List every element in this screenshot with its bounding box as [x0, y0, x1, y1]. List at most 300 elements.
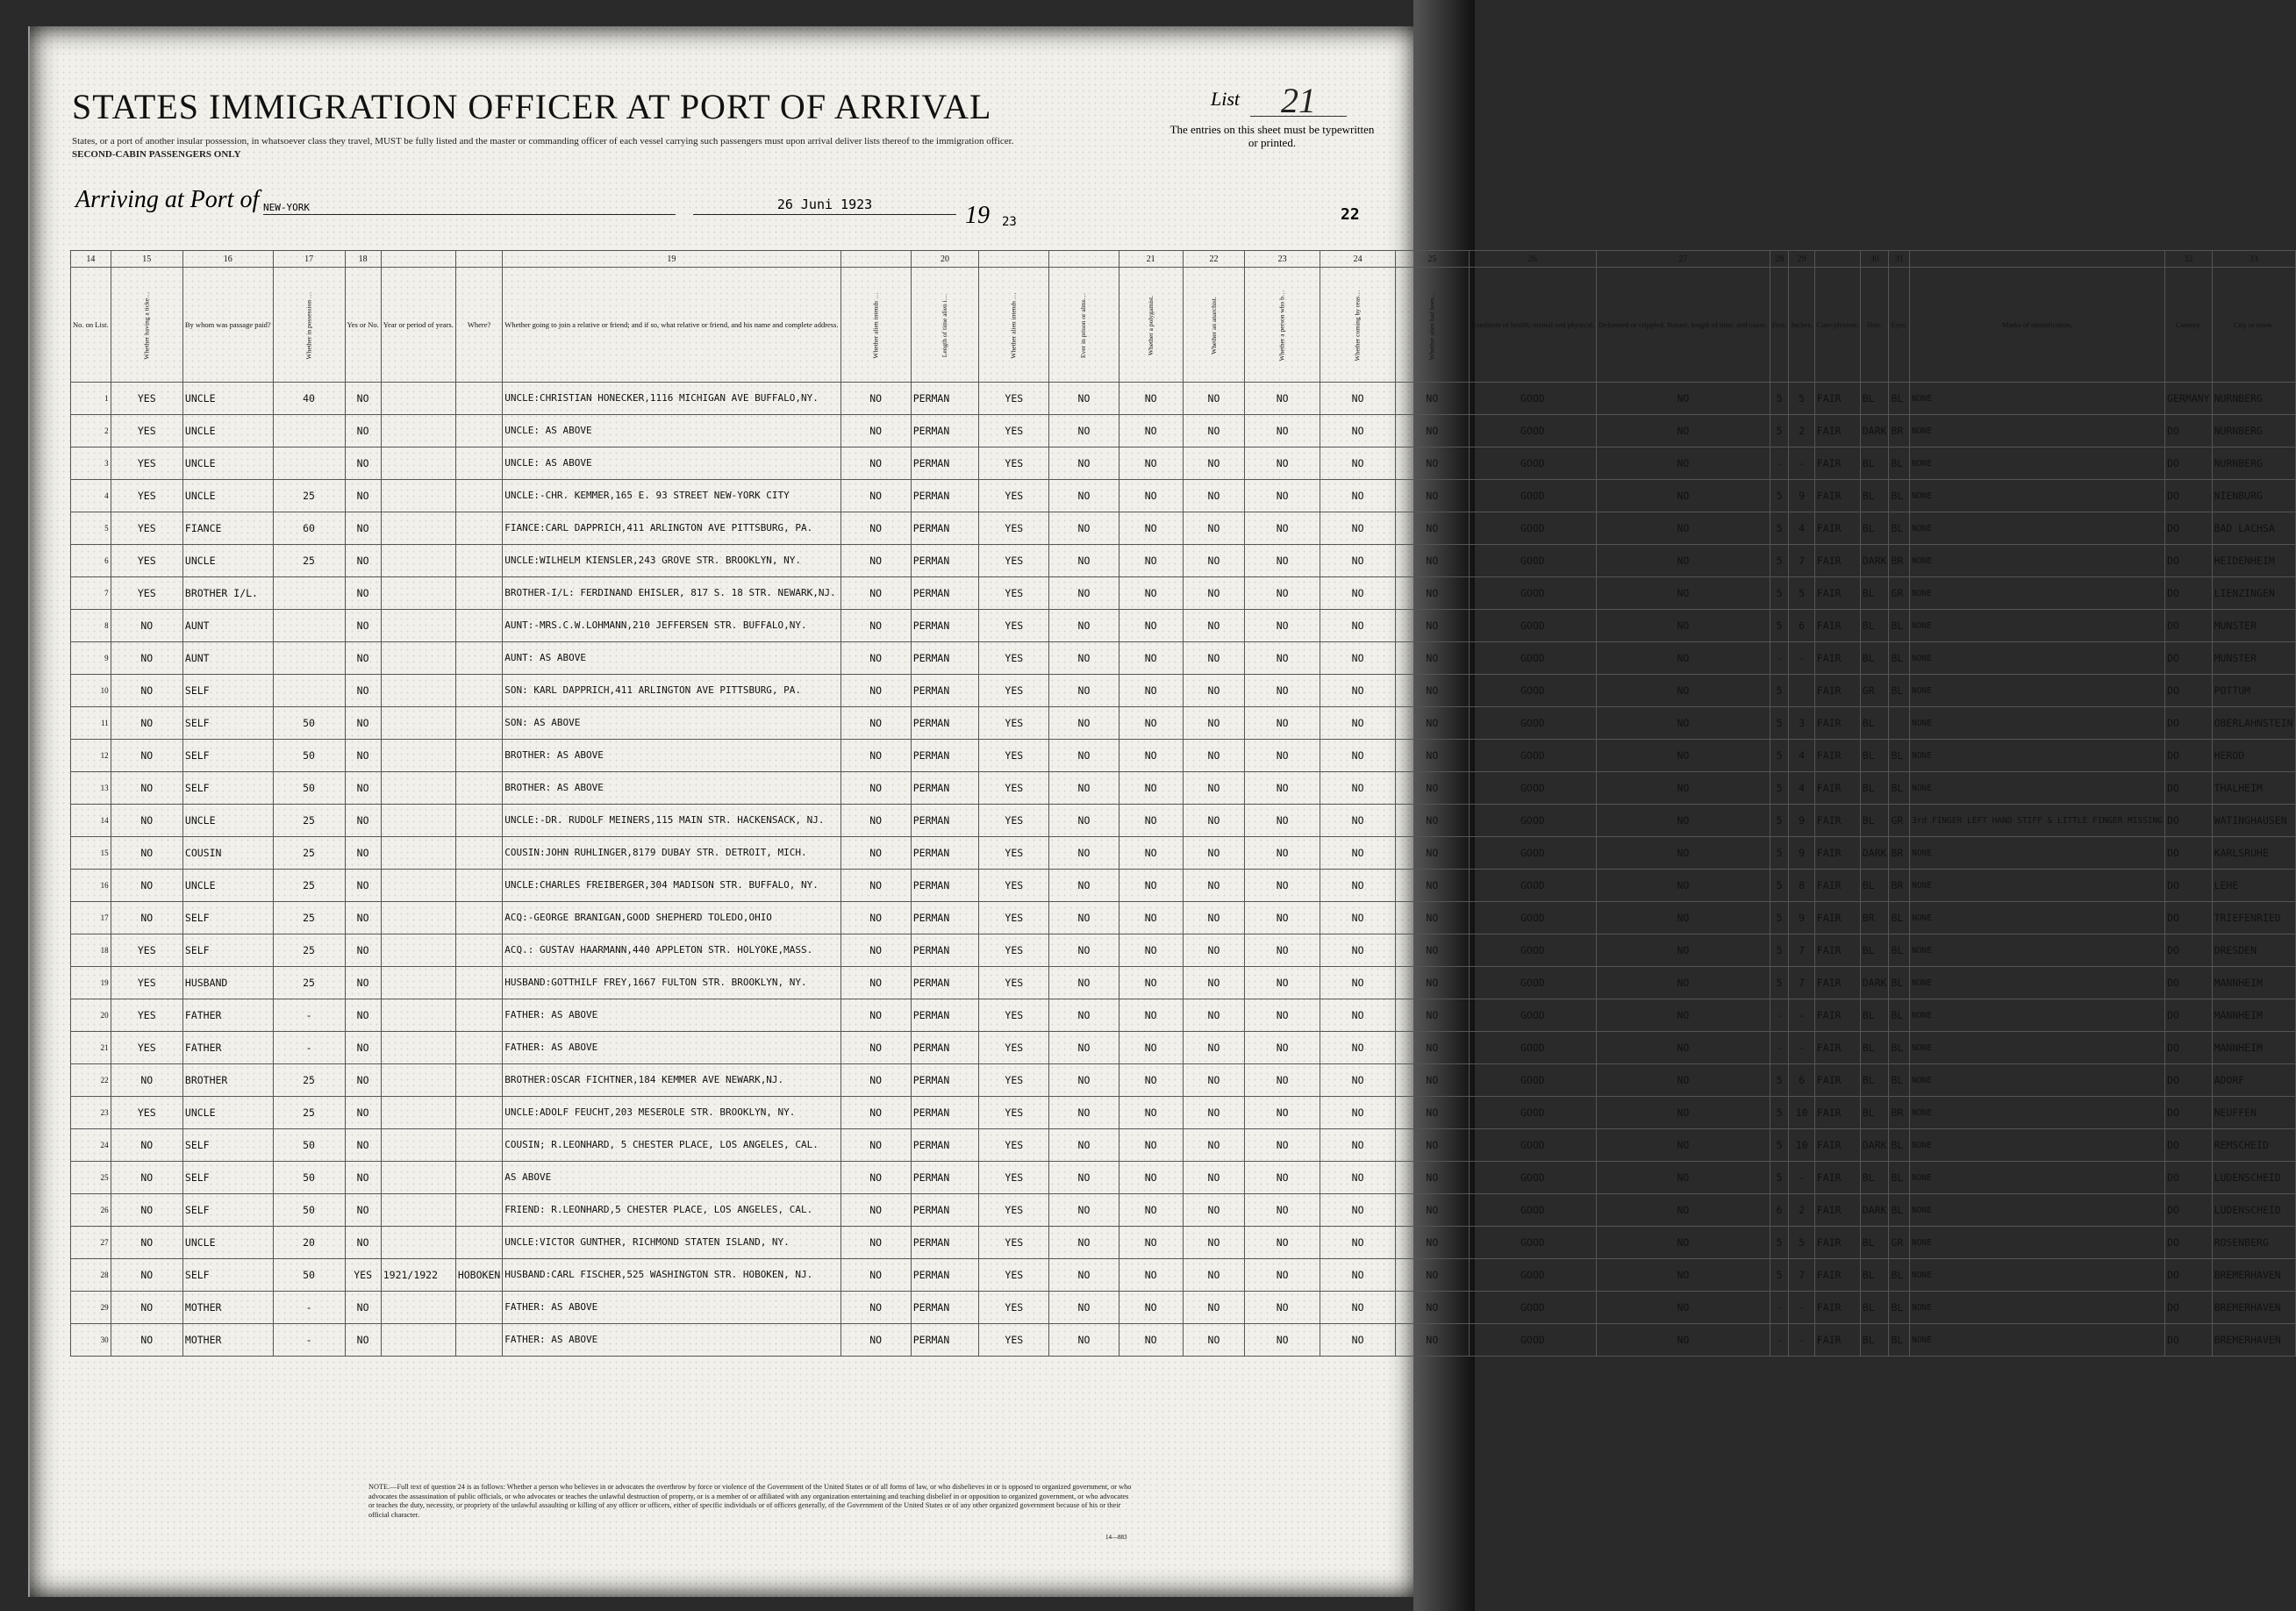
- manifest-cell: NO: [1597, 1324, 1770, 1357]
- manifest-cell: [455, 837, 502, 870]
- manifest-cell: NO: [1396, 610, 1470, 642]
- manifest-cell: NO: [345, 1324, 381, 1357]
- manifest-cell: UNCLE: [182, 870, 273, 902]
- manifest-cell: AUNT: [182, 642, 273, 675]
- identification-marks: NONE: [1910, 1194, 2165, 1227]
- row-number: 7: [71, 577, 111, 610]
- relative-address: FATHER: AS ABOVE: [503, 1292, 840, 1324]
- column-number: 22: [1183, 251, 1245, 268]
- manifest-cell: BL: [1860, 1097, 1889, 1129]
- manifest-cell: NO: [1049, 642, 1119, 675]
- manifest-cell: NO: [1119, 870, 1183, 902]
- column-number: 26: [1469, 251, 1596, 268]
- manifest-cell: YES: [979, 642, 1049, 675]
- manifest-cell: 25: [273, 967, 345, 999]
- manifest-cell: NO: [1320, 577, 1396, 610]
- manifest-cell: NO: [1597, 1162, 1770, 1194]
- row-number: 3: [71, 448, 111, 480]
- manifest-cell: 8: [1789, 870, 1814, 902]
- manifest-cell: BL: [1889, 1162, 1910, 1194]
- manifest-cell: NO: [1320, 610, 1396, 642]
- manifest-cell: NO: [840, 1162, 911, 1194]
- manifest-cell: -: [1770, 1032, 1789, 1064]
- column-number-row: [71, 251, 2296, 268]
- manifest-cell: [455, 448, 502, 480]
- column-header-text: Whether in possession …: [304, 291, 313, 359]
- manifest-cell: YES: [111, 448, 182, 480]
- column-number: [1049, 251, 1119, 268]
- manifest-cell: YES: [979, 805, 1049, 837]
- manifest-cell: NO: [345, 707, 381, 740]
- manifest-cell: BL: [1860, 577, 1889, 610]
- manifest-cell: NO: [1183, 1162, 1245, 1194]
- manifest-cell: DARK: [1860, 967, 1889, 999]
- manifest-cell: NO: [1320, 480, 1396, 512]
- identification-marks: NONE: [1910, 967, 2165, 999]
- manifest-cell: NO: [1119, 1162, 1183, 1194]
- manifest-cell: 4: [1789, 740, 1814, 772]
- manifest-cell: NO: [840, 383, 911, 415]
- manifest-cell: ROSENBERG: [2212, 1227, 2295, 1259]
- manifest-cell: POTTUM: [2212, 675, 2295, 707]
- manifest-cell: [455, 545, 502, 577]
- manifest-cell: NO: [1049, 902, 1119, 934]
- manifest-cell: FAIR: [1814, 740, 1860, 772]
- passenger-row: [71, 545, 2296, 577]
- manifest-cell: NO: [345, 480, 381, 512]
- identification-marks: NONE: [1910, 1129, 2165, 1162]
- manifest-cell: BROTHER: [182, 1064, 273, 1097]
- identification-marks: NONE: [1910, 870, 2165, 902]
- manifest-cell: 40: [273, 383, 345, 415]
- manifest-cell: BR: [1889, 545, 1910, 577]
- manifest-cell: NO: [1245, 1064, 1320, 1097]
- identification-marks: NONE: [1910, 1064, 2165, 1097]
- manifest-cell: [1889, 707, 1910, 740]
- passenger-row: [71, 1194, 2296, 1227]
- manifest-cell: FAIR: [1814, 448, 1860, 480]
- manifest-cell: YES: [979, 837, 1049, 870]
- identification-marks: NONE: [1910, 902, 2165, 934]
- manifest-cell: NO: [1245, 415, 1320, 448]
- manifest-cell: YES: [111, 383, 182, 415]
- manifest-cell: NO: [1597, 934, 1770, 967]
- manifest-cell: NO: [1119, 1324, 1183, 1357]
- column-number: [1910, 251, 2165, 268]
- manifest-cell: NO: [1396, 967, 1470, 999]
- passenger-row: [71, 1162, 2296, 1194]
- manifest-cell: NO: [1245, 934, 1320, 967]
- relative-address: SON: KARL DAPPRICH,411 ARLINGTON AVE PITTSBURG, PA.: [503, 675, 840, 707]
- manifest-cell: 9: [1789, 837, 1814, 870]
- relative-address: BROTHER:OSCAR FICHTNER,184 KEMMER AVE NEWARK,NJ.: [503, 1064, 840, 1097]
- manifest-cell: NO: [840, 610, 911, 642]
- manifest-cell: [455, 480, 502, 512]
- manifest-cell: NO: [840, 480, 911, 512]
- manifest-cell: [381, 415, 455, 448]
- identification-marks: NONE: [1910, 1032, 2165, 1064]
- manifest-cell: NO: [1049, 740, 1119, 772]
- manifest-cell: NO: [1119, 1064, 1183, 1097]
- manifest-cell: DO: [2165, 610, 2212, 642]
- manifest-cell: 5: [1770, 415, 1789, 448]
- passenger-row: [71, 610, 2296, 642]
- manifest-cell: FAIR: [1814, 837, 1860, 870]
- manifest-cell: BL: [1860, 610, 1889, 642]
- relative-address: FIANCE:CARL DAPPRICH,411 ARLINGTON AVE PITTSBURG, PA.: [503, 512, 840, 545]
- manifest-cell: UNCLE: [182, 805, 273, 837]
- manifest-cell: NO: [1396, 999, 1470, 1032]
- manifest-cell: NO: [1119, 707, 1183, 740]
- manifest-cell: PERMAN: [911, 480, 978, 512]
- identification-marks: NONE: [1910, 999, 2165, 1032]
- manifest-cell: [455, 1194, 502, 1227]
- manifest-cell: PERMAN: [911, 383, 978, 415]
- manifest-cell: NO: [345, 967, 381, 999]
- manifest-cell: YES: [979, 999, 1049, 1032]
- column-number: 30: [1860, 251, 1889, 268]
- identification-marks: NONE: [1910, 675, 2165, 707]
- manifest-cell: 60: [273, 512, 345, 545]
- relative-address: FRIEND: R.LEONHARD,5 CHESTER PLACE, LOS ANGELES, CAL.: [503, 1194, 840, 1227]
- relative-address: AS ABOVE: [503, 1162, 840, 1194]
- manifest-cell: ADORF: [2212, 1064, 2295, 1097]
- list-number: 21: [1250, 86, 1347, 117]
- row-number: 24: [71, 1129, 111, 1162]
- manifest-cell: NO: [1597, 999, 1770, 1032]
- relative-address: SON: AS ABOVE: [503, 707, 840, 740]
- manifest-cell: 5: [1770, 610, 1789, 642]
- relative-address: FATHER: AS ABOVE: [503, 1324, 840, 1357]
- relative-address: COUSIN; R.LEONHARD, 5 CHESTER PLACE, LOS ANGELES, CAL.: [503, 1129, 840, 1162]
- manifest-cell: BL: [1889, 1324, 1910, 1357]
- column-header: Hair.: [1860, 268, 1889, 383]
- manifest-cell: NO: [1320, 675, 1396, 707]
- manifest-cell: NO: [345, 902, 381, 934]
- manifest-cell: 10: [1789, 1097, 1814, 1129]
- row-number: 1: [71, 383, 111, 415]
- manifest-cell: [381, 1162, 455, 1194]
- manifest-cell: FAIR: [1814, 610, 1860, 642]
- column-header: Eyes.: [1889, 268, 1910, 383]
- manifest-cell: -: [1770, 448, 1789, 480]
- manifest-cell: NO: [1245, 480, 1320, 512]
- manifest-cell: NO: [1049, 934, 1119, 967]
- manifest-cell: DO: [2165, 1097, 2212, 1129]
- manifest-cell: 6: [1770, 1194, 1789, 1227]
- manifest-cell: WATINGHAUSEN: [2212, 805, 2295, 837]
- manifest-cell: BREMERHAVEN: [2212, 1324, 2295, 1357]
- row-number: 13: [71, 772, 111, 805]
- manifest-cell: SELF: [182, 740, 273, 772]
- manifest-cell: 25: [273, 480, 345, 512]
- manifest-cell: PERMAN: [911, 1227, 978, 1259]
- passenger-row: [71, 1292, 2296, 1324]
- manifest-cell: NO: [111, 1129, 182, 1162]
- manifest-cell: NO: [111, 1227, 182, 1259]
- list-label: List: [1211, 88, 1241, 110]
- column-header: Country.: [2165, 268, 2212, 383]
- manifest-cell: [455, 512, 502, 545]
- manifest-cell: NO: [111, 675, 182, 707]
- manifest-cell: GR: [1889, 1227, 1910, 1259]
- manifest-cell: NO: [840, 934, 911, 967]
- column-header: City or town.: [2212, 268, 2295, 383]
- manifest-cell: GOOD: [1469, 512, 1596, 545]
- column-header: Whether going to join a relative or friend; and if so, what relative or friend, and his name and complete address.: [503, 268, 840, 383]
- manifest-cell: [381, 1064, 455, 1097]
- passenger-row: [71, 934, 2296, 967]
- manifest-cell: BL: [1889, 1194, 1910, 1227]
- manifest-cell: NO: [840, 1097, 911, 1129]
- manifest-cell: UNCLE: [182, 1227, 273, 1259]
- column-number: [455, 251, 502, 268]
- manifest-cell: NO: [345, 837, 381, 870]
- manifest-cell: 7: [1789, 1259, 1814, 1292]
- manifest-cell: NEUFFEN: [2212, 1097, 2295, 1129]
- manifest-cell: NO: [1396, 772, 1470, 805]
- manifest-cell: [381, 1032, 455, 1064]
- manifest-cell: NO: [1183, 675, 1245, 707]
- manifest-cell: NO: [1183, 1064, 1245, 1097]
- manifest-cell: SELF: [182, 1259, 273, 1292]
- manifest-cell: NO: [1320, 707, 1396, 740]
- manifest-cell: NO: [1396, 934, 1470, 967]
- manifest-cell: [273, 448, 345, 480]
- manifest-cell: [273, 577, 345, 610]
- manifest-cell: NO: [345, 934, 381, 967]
- row-number: 19: [71, 967, 111, 999]
- manifest-cell: 9: [1789, 805, 1814, 837]
- manifest-cell: 9: [1789, 902, 1814, 934]
- manifest-cell: PERMAN: [911, 740, 978, 772]
- row-number: 28: [71, 1259, 111, 1292]
- manifest-cell: NO: [111, 772, 182, 805]
- row-number: 14: [71, 805, 111, 837]
- manifest-cell: BL: [1860, 1259, 1889, 1292]
- column-number: 24: [1320, 251, 1396, 268]
- manifest-cell: BL: [1860, 480, 1889, 512]
- manifest-cell: BAD LACHSA: [2212, 512, 2295, 545]
- manifest-cell: NO: [1396, 707, 1470, 740]
- manifest-cell: YES: [979, 902, 1049, 934]
- passenger-row: [71, 967, 2296, 999]
- instructions-line: States, or a port of another insular possession, in whatsoever class they travel, MUST be fully listed and the master or commanding officer of each vessel carrying such passengers must upon arrival deliver lists thereof to the immigration officer.: [72, 136, 1014, 147]
- manifest-cell: NO: [111, 707, 182, 740]
- relative-address: AUNT:-MRS.C.W.LOHMANN,210 JEFFERSEN STR. BUFFALO,NY.: [503, 610, 840, 642]
- manifest-cell: DO: [2165, 415, 2212, 448]
- manifest-cell: BL: [1889, 383, 1910, 415]
- manifest-cell: NO: [111, 1064, 182, 1097]
- manifest-cell: GOOD: [1469, 480, 1596, 512]
- manifest-cell: NO: [840, 902, 911, 934]
- manifest-cell: NO: [111, 902, 182, 934]
- manifest-cell: BL: [1860, 642, 1889, 675]
- manifest-cell: GOOD: [1469, 772, 1596, 805]
- manifest-cell: NO: [1049, 1032, 1119, 1064]
- manifest-cell: YES: [979, 1259, 1049, 1292]
- manifest-cell: DARK: [1860, 1129, 1889, 1162]
- manifest-cell: NO: [1597, 610, 1770, 642]
- manifest-cell: NO: [1183, 1097, 1245, 1129]
- manifest-cell: [455, 1162, 502, 1194]
- manifest-cell: -: [1789, 999, 1814, 1032]
- manifest-cell: GOOD: [1469, 675, 1596, 707]
- manifest-cell: YES: [979, 480, 1049, 512]
- manifest-cell: NO: [1396, 1129, 1470, 1162]
- identification-marks: NONE: [1910, 1097, 2165, 1129]
- manifest-cell: [455, 999, 502, 1032]
- manifest-cell: NO: [345, 675, 381, 707]
- manifest-cell: NO: [1119, 1032, 1183, 1064]
- manifest-cell: DO: [2165, 1064, 2212, 1097]
- row-number: 26: [71, 1194, 111, 1227]
- column-header-text: Whether coming by reas…: [1353, 289, 1362, 362]
- manifest-cell: NO: [1320, 383, 1396, 415]
- manifest-cell: [381, 383, 455, 415]
- identification-marks: NONE: [1910, 1227, 2165, 1259]
- manifest-cell: NO: [1049, 1064, 1119, 1097]
- manifest-cell: BL: [1889, 642, 1910, 675]
- identification-marks: NONE: [1910, 415, 2165, 448]
- manifest-cell: 7: [1789, 967, 1814, 999]
- manifest-cell: NO: [1183, 383, 1245, 415]
- manifest-cell: MANNHEIM: [2212, 999, 2295, 1032]
- row-number: 10: [71, 675, 111, 707]
- manifest-cell: UNCLE: [182, 415, 273, 448]
- manifest-cell: 5: [1770, 1162, 1789, 1194]
- column-number: 27: [1597, 251, 1770, 268]
- manifest-cell: NO: [1320, 448, 1396, 480]
- manifest-cell: GOOD: [1469, 1259, 1596, 1292]
- relative-address: FATHER: AS ABOVE: [503, 1032, 840, 1064]
- manifest-cell: NO: [1396, 448, 1470, 480]
- manifest-cell: NO: [840, 1292, 911, 1324]
- manifest-cell: BL: [1889, 1292, 1910, 1324]
- manifest-cell: PERMAN: [911, 675, 978, 707]
- manifest-cell: 5: [1770, 967, 1789, 999]
- manifest-cell: NO: [840, 999, 911, 1032]
- manifest-cell: GOOD: [1469, 545, 1596, 577]
- manifest-cell: UNCLE: [182, 448, 273, 480]
- manifest-cell: UNCLE: [182, 1097, 273, 1129]
- manifest-cell: DO: [2165, 707, 2212, 740]
- manifest-cell: NO: [345, 642, 381, 675]
- manifest-cell: YES: [345, 1259, 381, 1292]
- column-number: [840, 251, 911, 268]
- manifest-cell: PERMAN: [911, 837, 978, 870]
- column-header: [1396, 268, 1470, 383]
- manifest-cell: BL: [1860, 999, 1889, 1032]
- manifest-cell: NO: [1049, 1162, 1119, 1194]
- manifest-cell: [455, 383, 502, 415]
- passenger-row: [71, 1324, 2296, 1357]
- manifest-cell: 5: [1770, 545, 1789, 577]
- manifest-cell: DARK: [1860, 415, 1889, 448]
- manifest-cell: NO: [1396, 512, 1470, 545]
- column-header: No. on List.: [71, 268, 111, 383]
- column-header: Feet.: [1770, 268, 1789, 383]
- passenger-row: [71, 707, 2296, 740]
- column-header: Where?: [455, 268, 502, 383]
- manifest-cell: FAIR: [1814, 707, 1860, 740]
- manifest-cell: GOOD: [1469, 1324, 1596, 1357]
- manifest-cell: DO: [2165, 740, 2212, 772]
- manifest-cell: [381, 934, 455, 967]
- manifest-cell: NO: [840, 967, 911, 999]
- manifest-cell: [381, 642, 455, 675]
- manifest-cell: 7: [1789, 934, 1814, 967]
- manifest-cell: 5: [1770, 902, 1789, 934]
- manifest-cell: DARK: [1860, 1194, 1889, 1227]
- relative-address: ACQ.: GUSTAV HAARMANN,440 APPLETON STR. HOLYOKE,MASS.: [503, 934, 840, 967]
- column-header-row: [71, 268, 2296, 383]
- column-header-text: Whether alien had been…: [1427, 290, 1436, 360]
- manifest-cell: FIANCE: [182, 512, 273, 545]
- manifest-cell: [381, 448, 455, 480]
- manifest-cell: NO: [111, 642, 182, 675]
- manifest-cell: YES: [979, 610, 1049, 642]
- manifest-cell: BL: [1889, 1129, 1910, 1162]
- manifest-cell: NO: [1245, 870, 1320, 902]
- passenger-row: [71, 642, 2296, 675]
- manifest-cell: NO: [1245, 545, 1320, 577]
- manifest-cell: YES: [111, 934, 182, 967]
- manifest-cell: NO: [840, 577, 911, 610]
- manifest-cell: NO: [1245, 1162, 1320, 1194]
- manifest-cell: NO: [840, 1227, 911, 1259]
- manifest-cell: DO: [2165, 1227, 2212, 1259]
- manifest-cell: 5: [1789, 1227, 1814, 1259]
- manifest-cell: NO: [1396, 415, 1470, 448]
- relative-address: UNCLE: AS ABOVE: [503, 415, 840, 448]
- manifest-cell: NO: [1049, 415, 1119, 448]
- arrival-date: 26 Juni 1923: [693, 197, 956, 215]
- manifest-cell: 2: [1789, 1194, 1814, 1227]
- identification-marks: NONE: [1910, 577, 2165, 610]
- manifest-cell: [455, 967, 502, 999]
- manifest-cell: [381, 902, 455, 934]
- manifest-cell: DO: [2165, 1292, 2212, 1324]
- manifest-cell: FAIR: [1814, 934, 1860, 967]
- row-number: 4: [71, 480, 111, 512]
- identification-marks: NONE: [1910, 642, 2165, 675]
- manifest-cell: YES: [979, 1292, 1049, 1324]
- relative-address: UNCLE:CHARLES FREIBERGER,304 MADISON STR. BUFFALO, NY.: [503, 870, 840, 902]
- manifest-cell: 5: [1770, 805, 1789, 837]
- manifest-cell: 5: [1770, 837, 1789, 870]
- column-number: 16: [182, 251, 273, 268]
- manifest-cell: PERMAN: [911, 999, 978, 1032]
- manifest-cell: NO: [111, 870, 182, 902]
- manifest-cell: 10: [1789, 1129, 1814, 1162]
- manifest-cell: FAIR: [1814, 999, 1860, 1032]
- manifest-cell: NO: [1245, 610, 1320, 642]
- manifest-cell: NO: [1183, 805, 1245, 837]
- manifest-cell: NO: [1597, 415, 1770, 448]
- arriving-port-label: Arriving at Port of: [75, 186, 260, 213]
- manifest-cell: TRIEFENRIED: [2212, 902, 2295, 934]
- manifest-cell: NO: [1597, 480, 1770, 512]
- year-prefix: 19: [965, 202, 990, 229]
- manifest-cell: NO: [840, 870, 911, 902]
- manifest-cell: [381, 805, 455, 837]
- manifest-cell: NO: [1119, 772, 1183, 805]
- relative-address: FATHER: AS ABOVE: [503, 999, 840, 1032]
- manifest-cell: GOOD: [1469, 383, 1596, 415]
- manifest-cell: NO: [1320, 1259, 1396, 1292]
- manifest-cell: NO: [1049, 610, 1119, 642]
